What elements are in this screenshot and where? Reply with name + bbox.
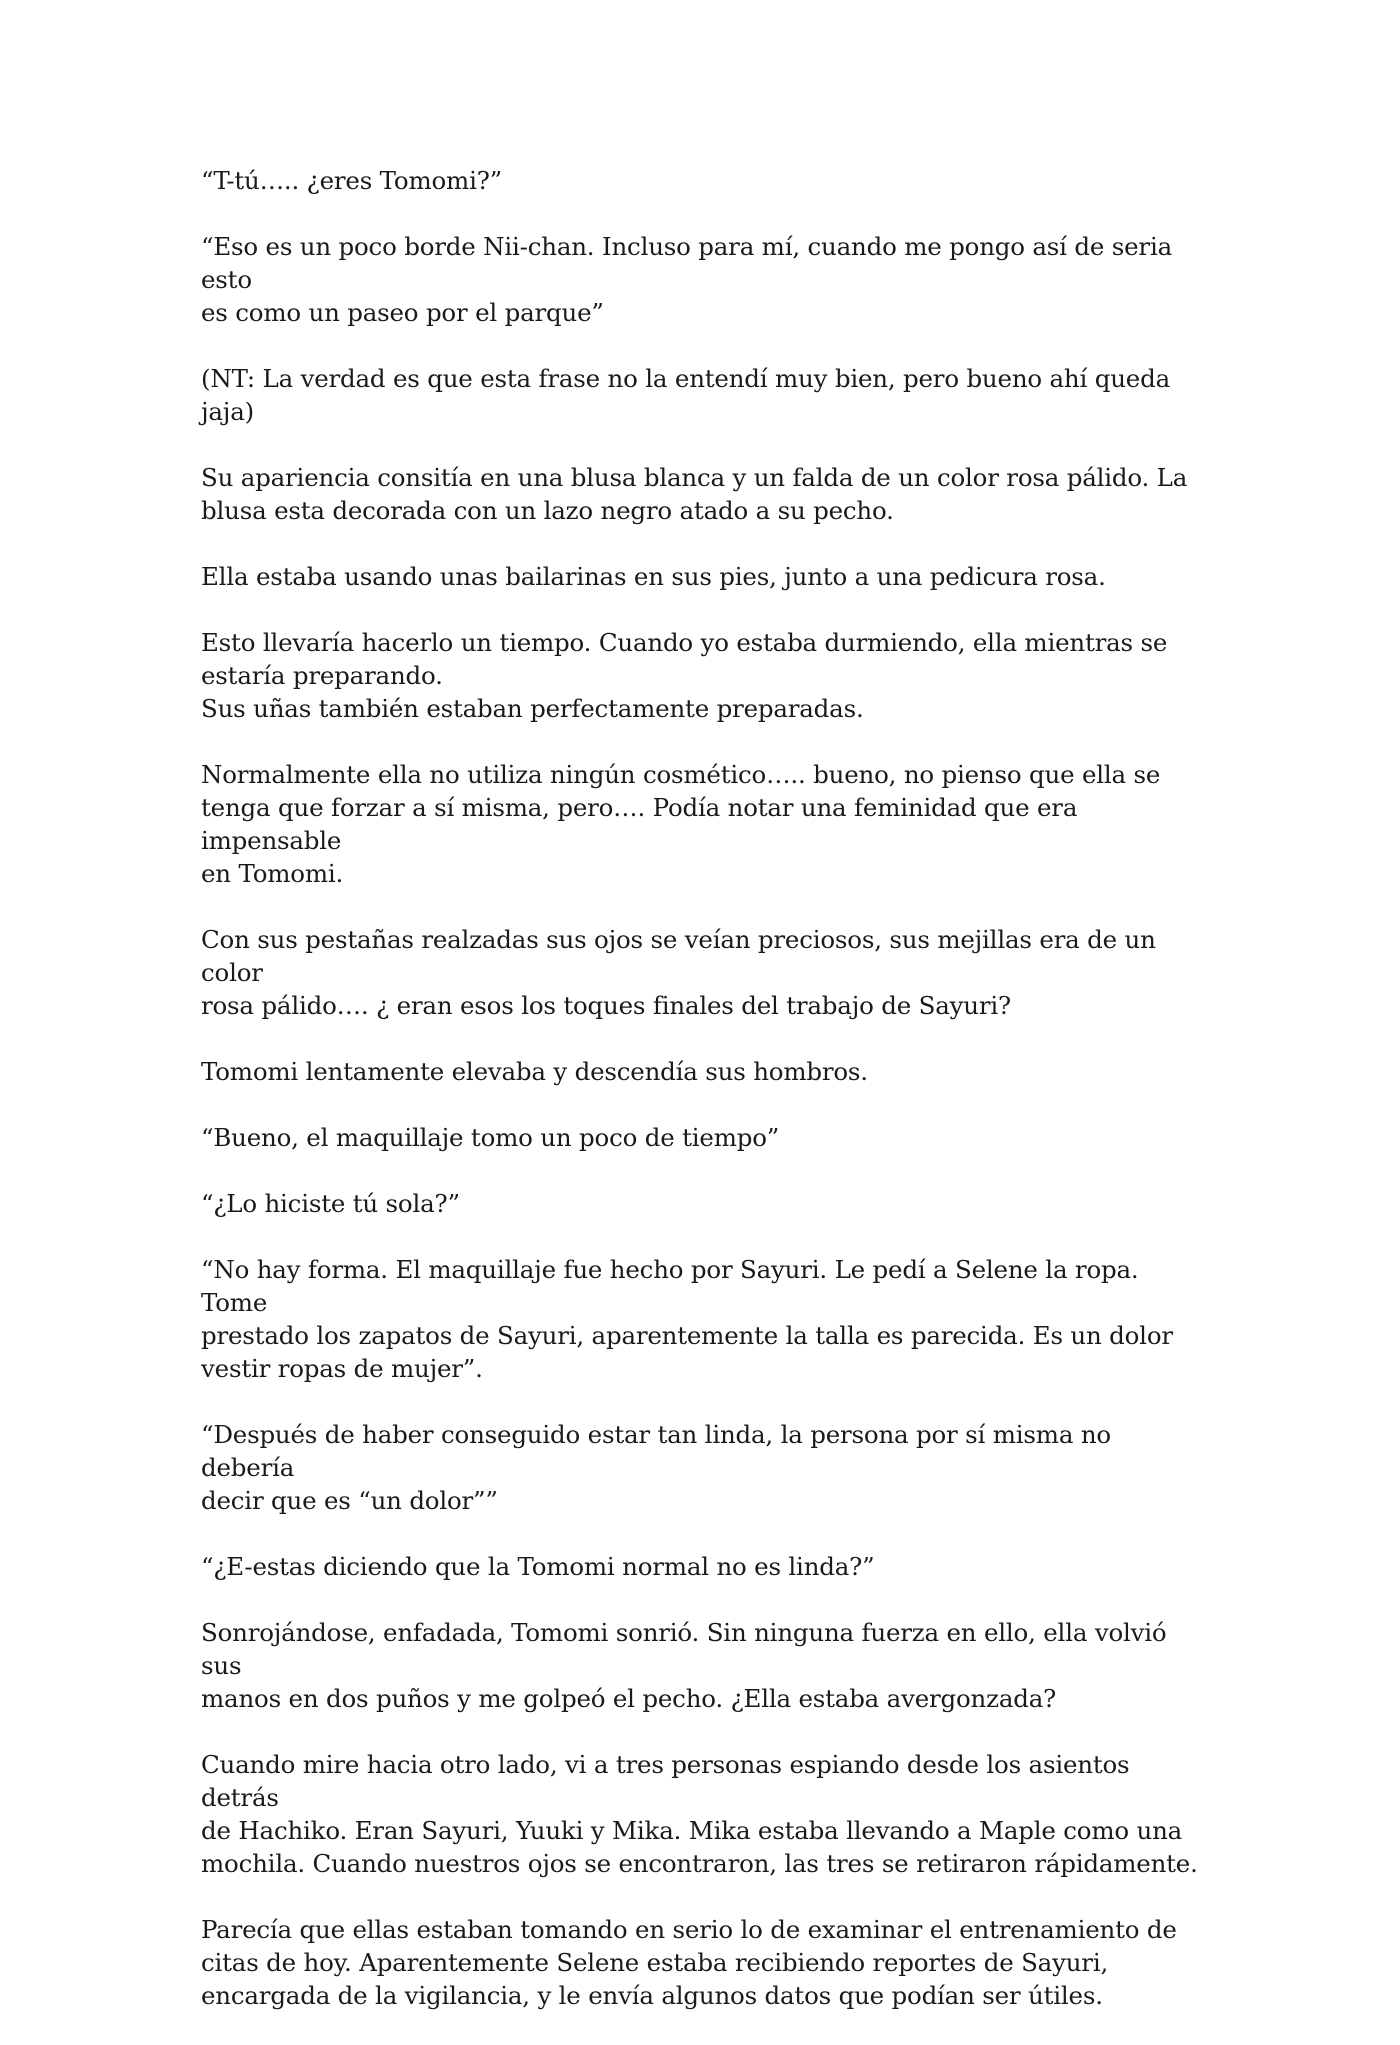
paragraph xyxy=(201,758,1211,890)
text-line: en Tomomi. xyxy=(201,859,344,888)
text-line: prestado los zapatos de Sayuri, aparentemente la talla es parecida. Es un dolor xyxy=(201,1321,1173,1350)
text-line: encargada de la vigilancia, y le envía algunos datos que podían ser útiles. xyxy=(201,1981,1103,2010)
text-line: Cuando mire hacia otro lado, vi a tres personas espiando desde los asientos detrás xyxy=(201,1750,1130,1812)
text-line: Su apariencia consitía en una blusa blanca y un falda de un color rosa pálido. La xyxy=(201,463,1188,492)
text-line: estaría preparando. xyxy=(201,661,443,690)
paragraph xyxy=(201,164,1211,197)
text-line: “T-tú….. ¿eres Tomomi?” xyxy=(201,166,502,195)
paragraph xyxy=(201,1748,1211,1880)
text-line: Sus uñas también estaban perfectamente preparadas. xyxy=(201,694,864,723)
text-line: tenga que forzar a sí misma, pero…. Podía notar una feminidad que era impensable xyxy=(201,793,1078,855)
text-line: “¿Lo hiciste tú sola?” xyxy=(201,1189,460,1218)
text-line: citas de hoy. Aparentemente Selene estaba recibiendo reportes de Sayuri, xyxy=(201,1948,1109,1977)
text-line: mochila. Cuando nuestros ojos se encontraron, las tres se retiraron rápidamente. xyxy=(201,1849,1198,1878)
text-line: jaja) xyxy=(201,397,254,426)
paragraph xyxy=(201,1121,1211,1154)
paragraph xyxy=(201,1253,1211,1385)
text-line: “Eso es un poco borde Nii-chan. Incluso para mí, cuando me pongo así de seria esto xyxy=(201,232,1172,294)
document-body xyxy=(201,164,1211,2045)
text-line: “Después de haber conseguido estar tan linda, la persona por sí misma no debería xyxy=(201,1420,1111,1482)
paragraph xyxy=(201,1055,1211,1088)
paragraph xyxy=(201,1550,1211,1583)
text-line: “No hay forma. El maquillaje fue hecho por Sayuri. Le pedí a Selene la ropa. Tome xyxy=(201,1255,1139,1317)
paragraph xyxy=(201,1616,1211,1715)
paragraph xyxy=(201,362,1211,428)
text-line: Esto llevaría hacerlo un tiempo. Cuando yo estaba durmiendo, ella mientras se xyxy=(201,628,1168,657)
text-line: de Hachiko. Eran Sayuri, Yuuki y Mika. Mika estaba llevando a Maple como una xyxy=(201,1816,1183,1845)
paragraph xyxy=(201,560,1211,593)
paragraph xyxy=(201,1187,1211,1220)
text-line: rosa pálido…. ¿ eran esos los toques finales del trabajo de Sayuri? xyxy=(201,991,1011,1020)
text-line: Normalmente ella no utiliza ningún cosmético….. bueno, no pienso que ella se xyxy=(201,760,1161,789)
text-line: (NT: La verdad es que esta frase no la entendí muy bien, pero bueno ahí queda xyxy=(201,364,1170,393)
text-line: vestir ropas de mujer”. xyxy=(201,1354,483,1383)
text-line: decir que es “un dolor”” xyxy=(201,1486,498,1515)
paragraph xyxy=(201,230,1211,329)
text-line: Tomomi lentamente elevaba y descendía sus hombros. xyxy=(201,1057,868,1086)
text-line: “Bueno, el maquillaje tomo un poco de tiempo” xyxy=(201,1123,780,1152)
text-line: Con sus pestañas realzadas sus ojos se veían preciosos, sus mejillas era de un color xyxy=(201,925,1156,987)
text-line: Ella estaba usando unas bailarinas en sus pies, junto a una pedicura rosa. xyxy=(201,562,1106,591)
text-line: es como un paseo por el parque” xyxy=(201,298,604,327)
paragraph xyxy=(201,461,1211,527)
paragraph xyxy=(201,1418,1211,1517)
text-line: Sonrojándose, enfadada, Tomomi sonrió. Sin ninguna fuerza en ello, ella volvió sus xyxy=(201,1618,1167,1680)
text-line: Parecía que ellas estaban tomando en serio lo de examinar el entrenamiento de xyxy=(201,1915,1177,1944)
paragraph xyxy=(201,626,1211,725)
text-line: “¿E-estas diciendo que la Tomomi normal no es linda?” xyxy=(201,1552,875,1581)
paragraph xyxy=(201,1913,1211,2012)
paragraph xyxy=(201,923,1211,1022)
text-line: blusa esta decorada con un lazo negro atado a su pecho. xyxy=(201,496,894,525)
text-line: manos en dos puños y me golpeó el pecho. ¿Ella estaba avergonzada? xyxy=(201,1684,1057,1713)
